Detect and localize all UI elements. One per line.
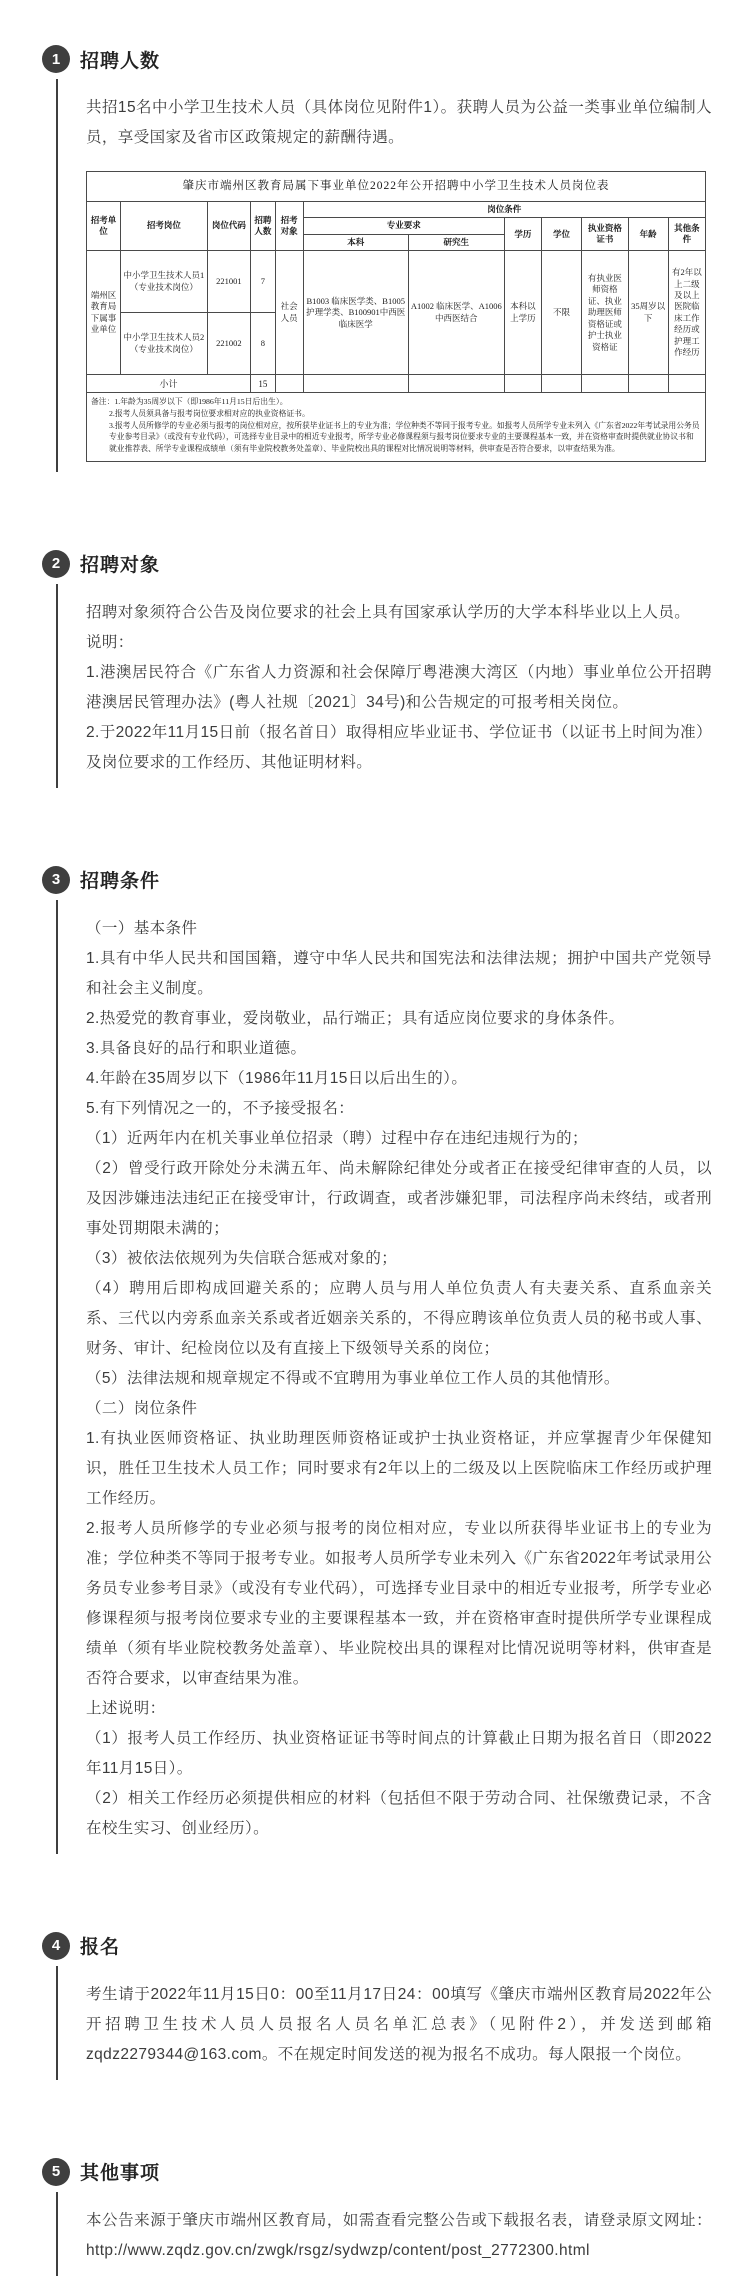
- col-header-education: 学历: [504, 218, 541, 251]
- section-body: [56, 2192, 742, 2276]
- paragraph: （二）岗位条件: [86, 1399, 198, 1417]
- section-number-badge: 4: [42, 1932, 70, 1960]
- col-header-target: 招考对象: [275, 202, 303, 251]
- table-title: 肇庆市端州区教育局属下事业单位2022年公开招聘中小学卫生技术人员岗位表: [87, 172, 706, 202]
- section-number-badge: 2: [42, 550, 70, 578]
- paragraph: 2.于2022年11月15日前（报名首日）取得相应毕业证书、学位证书（以证书上时间为准）及岗位要求的工作经历、其他证明材料。: [86, 723, 712, 771]
- paragraph: 1.具有中华人民共和国国籍，遵守中华人民共和国宪法和法律法规；拥护中国共产党领导和社会主义制度。: [86, 949, 712, 997]
- cell-age: 35周岁以下: [628, 251, 668, 375]
- cell-certificate: 有执业医师资格证、执业助理医师资格证或护士执业资格证: [582, 251, 628, 375]
- col-header-major-group: 专业要求: [303, 218, 504, 234]
- subtotal-label: 小计: [87, 375, 251, 393]
- paragraph: 1.有执业医师资格证、执业助理医师资格证或护士执业资格证，并应掌握青少年保健知识，胜任卫生技术人员工作；同时要求有2年以上的二级及以上医院临床工作经历或护理工作经历。: [86, 1429, 712, 1507]
- paragraph: 5.有下列情况之一的，不予接受报名：: [86, 1099, 355, 1117]
- col-header-graduate: 研究生: [408, 234, 504, 250]
- cell-code: 221002: [207, 313, 250, 375]
- table-notes: [87, 393, 706, 461]
- paragraph: 说明：: [86, 633, 134, 651]
- section-number-badge: 5: [42, 2158, 70, 2186]
- col-header-code: 岗位代码: [207, 202, 250, 251]
- table-note: 备注：1.年龄为35周岁以下（即1986年11月15日后出生）。: [91, 397, 288, 407]
- paragraph source-url-text: 本公告来源于肇庆市端州区教育局，如需查看完整公告或下载报名表，请登录原文网址：http://www.zqdz.gov.cn/zwgk/rsgz/sydwzp/content/post_2772300.html: [86, 2211, 712, 2259]
- section-number-badge: 3: [42, 866, 70, 894]
- section-title: 招聘对象: [80, 555, 161, 577]
- section-title: 报名: [80, 1937, 121, 1959]
- cell-post: 中小学卫生技术人员2（专业技术岗位）: [121, 313, 208, 375]
- paragraph: （一）基本条件: [86, 919, 198, 937]
- table-row: [87, 251, 706, 313]
- section-recruit-conditions: [0, 866, 742, 1854]
- col-header-bachelor: 本科: [303, 234, 408, 250]
- section-registration: [0, 1932, 742, 2080]
- col-header-unit: 招考单位: [87, 202, 121, 251]
- cell-target: 社会人员: [275, 251, 303, 375]
- paragraph: （3）被依法依规列为失信联合惩戒对象的；: [86, 1249, 398, 1267]
- section-body: [56, 584, 742, 788]
- paragraph: 共招15名中小学卫生技术人员（具体岗位见附件1）。获聘人员为公益一类事业单位编制人员，享受国家及省市区政策规定的薪酬待遇。: [86, 99, 712, 146]
- paragraph: 2.热爱党的教育事业，爱岗敬业，品行端正；具有适应岗位要求的身体条件。: [86, 1009, 625, 1027]
- paragraph: 2.报考人员所修学的专业必须与报考的岗位相对应，专业以所获得毕业证书上的专业为准；学位种类不等同于报考专业。如报考人员所学专业未列入《广东省2022年考试录用公务员专业参考目录》（或没有专业代码），可选择专业目录中的相近专业报考，所学专业必修课程须与报考岗位要求专业的主要课程基本一致，并在资格审查时提供所学专业课程成绩单（须有毕业院校教务处盖章）、毕业院校出具的课程对比情况说明等材料，供审查是否符合要求，以审查结果为准。: [86, 1519, 712, 1687]
- paragraph: （1）近两年内在机关事业单位招录（聘）过程中存在违纪违规行为的；: [86, 1129, 588, 1147]
- cell-education: 本科以上学历: [504, 251, 541, 375]
- section-title: 招聘人数: [80, 50, 161, 72]
- job-position-table-wrap: [86, 171, 712, 462]
- section-body: [56, 1966, 742, 2080]
- cell-code: 221001: [207, 251, 250, 313]
- paragraph: 1.港澳居民符合《广东省人力资源和社会保障厅粤港澳大湾区（内地）事业单位公开招聘港澳居民管理办法》(粤人社规〔2021〕34号)和公告规定的可报考相关岗位。: [86, 663, 712, 711]
- col-header-degree: 学位: [541, 218, 581, 251]
- section-header: [42, 866, 742, 894]
- paragraph: （2）相关工作经历必须提供相应的材料（包括但不限于劳动合同、社保缴费记录，不含在校生实习、创业经历）。: [86, 1789, 712, 1837]
- paragraph: 4.年龄在35周岁以下（1986年11月15日以后出生的）。: [86, 1069, 468, 1087]
- paragraph: 考生请于2022年11月15日0：00至11月17日24：00填写《肇庆市端州区教育局2022年公开招聘卫生技术人员人员报名人员名单汇总表》（见附件2），并发送到邮箱zqdz2279344@163.com。不在规定时间发送的视为报名不成功。每人限报一个岗位。: [86, 1985, 712, 2063]
- paragraph: 上述说明：: [86, 1699, 166, 1717]
- section-body: [56, 79, 742, 472]
- section-header: [42, 45, 742, 73]
- paragraph: （1）报考人员工作经历、执业资格证证书等时间点的计算截止日期为报名首日（即2022年11月15日）。: [86, 1729, 712, 1777]
- subtotal-row: [87, 375, 706, 393]
- cell-unit: 端州区教育局下属事业单位: [87, 251, 121, 375]
- section-header: [42, 1932, 742, 1960]
- paragraph: 3.具备良好的品行和职业道德。: [86, 1039, 307, 1057]
- col-header-age: 年龄: [628, 218, 668, 251]
- section-header: [42, 2158, 742, 2186]
- col-header-condition-group: 岗位条件: [303, 202, 705, 218]
- cell-count: 7: [251, 251, 276, 313]
- col-header-count: 招聘人数: [251, 202, 276, 251]
- cell-other: 有2年以上二级及以上医院临床工作经历或护理工作经历: [668, 251, 705, 375]
- paragraph: （4）聘用后即构成回避关系的；应聘人员与用人单位负责人有夫妻关系、直系血亲关系、三代以内旁系血亲关系或者近姻亲关系的，不得应聘该单位负责人员的秘书或人事、财务、审计、纪检岗位以及有直接上下级领导关系的岗位；: [86, 1279, 712, 1357]
- subtotal-count: 15: [251, 375, 276, 393]
- col-header-other: 其他条件: [668, 218, 705, 251]
- paragraph: 招聘对象须符合公告及岗位要求的社会上具有国家承认学历的大学本科毕业以上人员。: [86, 603, 691, 621]
- cell-count: 8: [251, 313, 276, 375]
- paragraph: （2）曾受行政开除处分未满五年、尚未解除纪律处分或者正在接受纪律审查的人员，以及因涉嫌违法违纪正在接受审计，行政调查，或者涉嫌犯罪，司法程序尚未终结，或者刑事处罚期限未满的；: [86, 1159, 712, 1237]
- paragraph: （5）法律法规和规章规定不得或不宜聘用为事业单位工作人员的其他情形。: [86, 1369, 620, 1387]
- cell-degree: 不限: [541, 251, 581, 375]
- section-body: [56, 900, 742, 1854]
- section-recruit-target: [0, 550, 742, 788]
- section-title: 其他事项: [80, 2163, 161, 2185]
- cell-bachelor-majors: B1003 临床医学类、B1005 护理学类、B100901中西医临床医学: [303, 251, 408, 375]
- section-header: [42, 550, 742, 578]
- section-recruit-count: [0, 45, 742, 472]
- section-title: 招聘条件: [80, 871, 161, 893]
- section-number-badge: 1: [42, 45, 70, 73]
- table-note: 3.报考人员所修学的专业必须与报考的岗位相对应，按所获毕业证书上的专业为准；学位种类不等同于报考专业。如报考人员所学专业未列入《广东省2022年考试录用公务员专业参考目录》（或没有专业代码），可选择专业目录中的相近专业报考，所学专业必修课程须与报考岗位要求专业的主要课程基本一致，并在资格审查时提供就业协议书和就业推荐表、所学专业课程成绩单（须有毕业院校教务处盖章）、毕业院校出具的课程对比情况说明等材料，供审查是否符合要求，以审查结果为准。: [109, 420, 700, 454]
- cell-post: 中小学卫生技术人员1（专业技术岗位）: [121, 251, 208, 313]
- job-position-table: [86, 171, 706, 462]
- col-header-post: 招考岗位: [121, 202, 208, 251]
- section-other-matters: [0, 2158, 742, 2276]
- col-header-certificate: 执业资格证书: [582, 218, 628, 251]
- cell-graduate-majors: A1002 临床医学、A1006 中西医结合: [408, 251, 504, 375]
- table-note: 2.报考人员须具备与报考岗位要求相对应的执业资格证书。: [109, 409, 310, 419]
